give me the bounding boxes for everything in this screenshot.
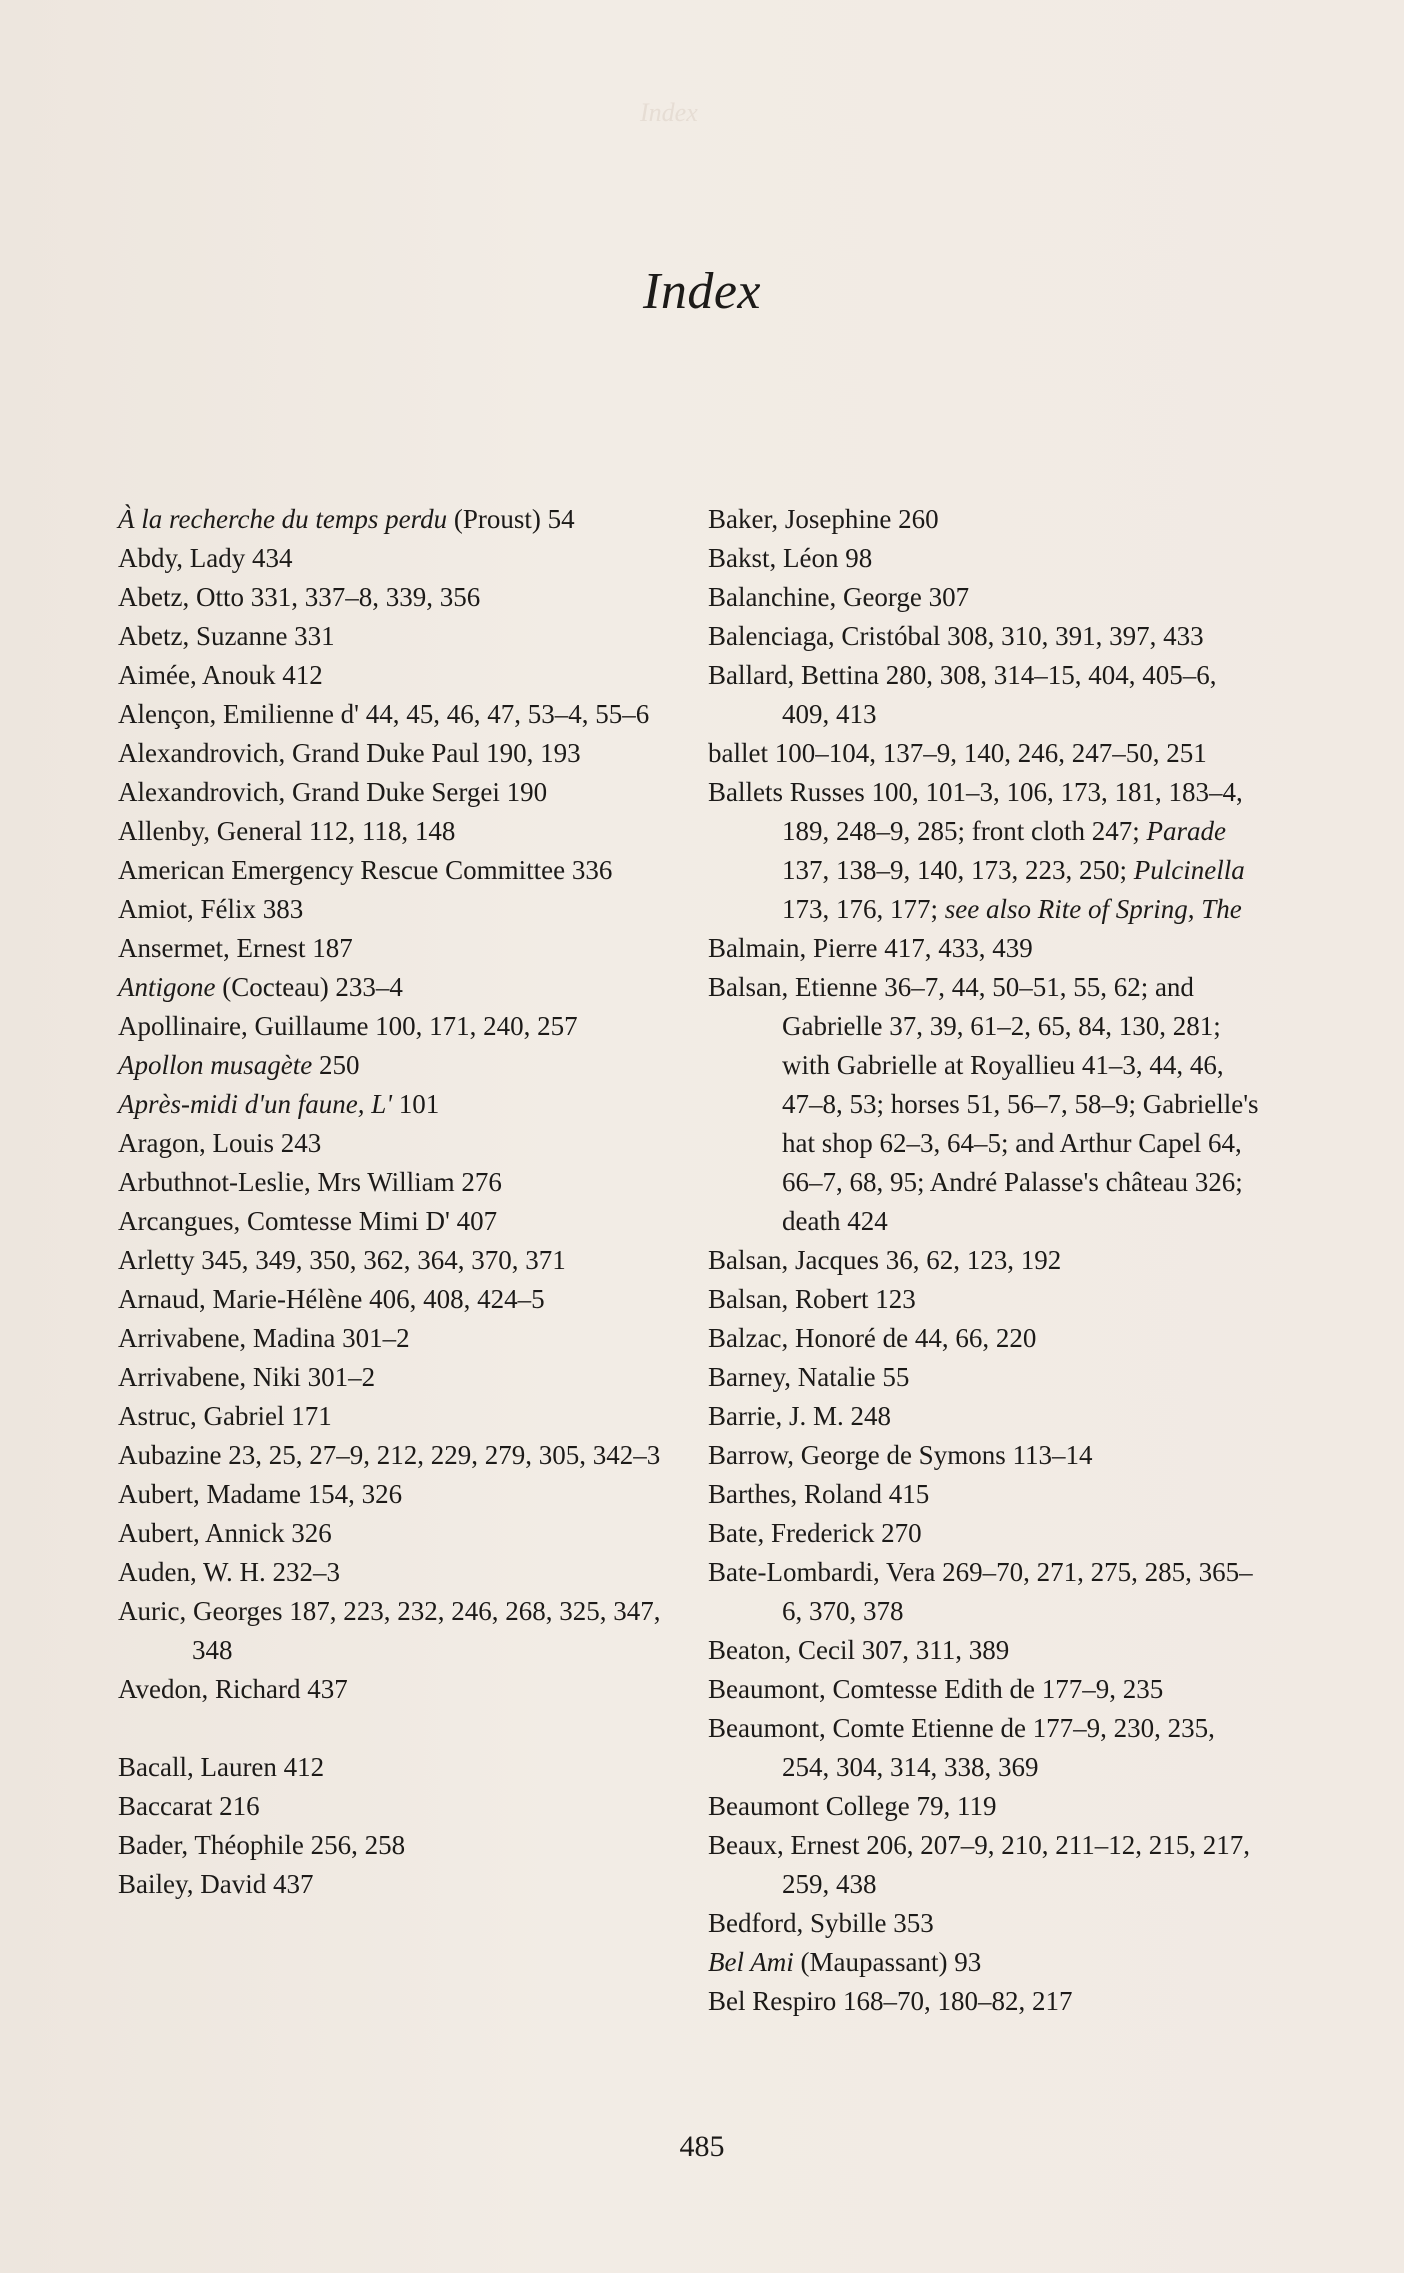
entry-text: Arletty 345, 349, 350, 362, 364, 370, 371 bbox=[118, 1245, 566, 1275]
index-entry bbox=[708, 578, 1268, 617]
entry-text: Aragon, Louis 243 bbox=[118, 1128, 322, 1158]
entry-text: Barney, Natalie 55 bbox=[708, 1362, 910, 1392]
entry-text: Balmain, Pierre 417, 433, 439 bbox=[708, 933, 1033, 963]
show-through-header: Index bbox=[640, 98, 698, 127]
index-entry bbox=[708, 1631, 1268, 1670]
index-entry bbox=[118, 500, 678, 539]
entry-text: Astruc, Gabriel 171 bbox=[118, 1401, 332, 1431]
index-entry bbox=[118, 578, 678, 617]
entry-title-italic: Parade bbox=[1146, 816, 1226, 846]
index-entry bbox=[708, 539, 1268, 578]
index-entry bbox=[118, 656, 678, 695]
index-entry bbox=[118, 1124, 678, 1163]
entry-text: Ballard, Bettina 280, 308, 314–15, 404, 405–6, 409, 413 bbox=[708, 660, 1217, 729]
entry-text: Balenciaga, Cristóbal 308, 310, 391, 397, 433 bbox=[708, 621, 1204, 651]
entry-text: Barrow, George de Symons 113–14 bbox=[708, 1440, 1093, 1470]
entry-text: Ballets Russes 100, 101–3, 106, 173, 181, 183–4, 189, 248–9, 285; front cloth 247; bbox=[708, 777, 1243, 846]
entry-text: Baccarat 216 bbox=[118, 1791, 260, 1821]
index-entry bbox=[118, 1241, 678, 1280]
entry-text: Avedon, Richard 437 bbox=[118, 1674, 348, 1704]
entry-text: American Emergency Rescue Committee 336 bbox=[118, 855, 613, 885]
entry-text: Balsan, Etienne 36–7, 44, 50–51, 55, 62; and Gabrielle 37, 39, 61–2, 65, 84, 130, 281; with Gabrielle at Royallieu 41–3, 44, 46, 47–8, 53; horses 51, 56–7, 58–9; Gabrielle's hat shop 62–3, 64–5; and Arthur Capel 64, 66–7, 68, 95; André Palasse's château 326; death 424 bbox=[708, 972, 1259, 1236]
entry-text: 137, 138–9, 140, 173, 223, 250; bbox=[782, 855, 1134, 885]
index-entry bbox=[118, 617, 678, 656]
index-entry bbox=[118, 539, 678, 578]
index-entry bbox=[118, 1514, 678, 1553]
index-entry bbox=[118, 1163, 678, 1202]
entry-text: Beaumont, Comtesse Edith de 177–9, 235 bbox=[708, 1674, 1164, 1704]
entry-text: Aubazine 23, 25, 27–9, 212, 229, 279, 305, 342–3 bbox=[118, 1440, 661, 1470]
index-entry bbox=[118, 1319, 678, 1358]
index-entry bbox=[708, 1709, 1268, 1787]
entry-text: Beaux, Ernest 206, 207–9, 210, 211–12, 215, 217, 259, 438 bbox=[708, 1830, 1250, 1899]
index-entry bbox=[118, 929, 678, 968]
entry-text: (Maupassant) 93 bbox=[793, 1947, 982, 1977]
index-entry bbox=[118, 1358, 678, 1397]
index-entry bbox=[118, 1085, 678, 1124]
entry-text: Beaumont, Comte Etienne de 177–9, 230, 235, 254, 304, 314, 338, 369 bbox=[708, 1713, 1215, 1782]
index-entry bbox=[118, 695, 678, 734]
entry-title-italic: À la recherche du temps perdu bbox=[118, 504, 448, 534]
index-entry bbox=[118, 1007, 678, 1046]
index-entry bbox=[118, 1202, 678, 1241]
index-entry bbox=[118, 734, 678, 773]
index-entry bbox=[118, 968, 678, 1007]
index-entry bbox=[708, 1904, 1268, 1943]
entry-title-italic: see also Rite of Spring, The bbox=[944, 894, 1242, 924]
entry-text: (Proust) 54 bbox=[447, 504, 575, 534]
entry-text: Arrivabene, Niki 301–2 bbox=[118, 1362, 376, 1392]
index-entry bbox=[118, 1553, 678, 1592]
entry-text: Arbuthnot-Leslie, Mrs William 276 bbox=[118, 1167, 502, 1197]
entry-text: Balanchine, George 307 bbox=[708, 582, 970, 612]
entry-text: Bader, Théophile 256, 258 bbox=[118, 1830, 406, 1860]
entry-text: Alençon, Emilienne d' 44, 45, 46, 47, 53–4, 55–6 bbox=[118, 699, 650, 729]
index-entry bbox=[708, 1436, 1268, 1475]
index-entry bbox=[708, 1514, 1268, 1553]
entry-title-italic: Pulcinella bbox=[1133, 855, 1245, 885]
index-entry bbox=[118, 1397, 678, 1436]
index-entry bbox=[708, 1982, 1268, 2021]
index-entry bbox=[118, 1826, 678, 1865]
entry-text: Abetz, Suzanne 331 bbox=[118, 621, 335, 651]
entry-text: Ansermet, Ernest 187 bbox=[118, 933, 353, 963]
entry-text: Bailey, David 437 bbox=[118, 1869, 314, 1899]
entry-text: ballet 100–104, 137–9, 140, 246, 247–50, 251 bbox=[708, 738, 1207, 768]
entry-text: Auric, Georges 187, 223, 232, 246, 268, 325, 347, 348 bbox=[118, 1596, 661, 1665]
index-entry bbox=[118, 1670, 678, 1709]
entry-text: Balsan, Robert 123 bbox=[708, 1284, 916, 1314]
entry-text: Alexandrovich, Grand Duke Paul 190, 193 bbox=[118, 738, 581, 768]
index-entry bbox=[118, 890, 678, 929]
entry-text: Arcangues, Comtesse Mimi D' 407 bbox=[118, 1206, 498, 1236]
index-entry bbox=[118, 851, 678, 890]
entry-text: Auden, W. H. 232–3 bbox=[118, 1557, 340, 1587]
index-entry bbox=[708, 1826, 1268, 1904]
entry-text: (Cocteau) 233–4 bbox=[215, 972, 403, 1002]
index-entry bbox=[708, 1280, 1268, 1319]
entry-text: Abetz, Otto 331, 337–8, 339, 356 bbox=[118, 582, 481, 612]
index-entry bbox=[708, 500, 1268, 539]
page-title: Index bbox=[643, 263, 761, 320]
letter-group-spacer bbox=[118, 1709, 678, 1748]
index-entry bbox=[708, 617, 1268, 656]
index-entry bbox=[708, 968, 1268, 1241]
index-entry bbox=[118, 1865, 678, 1904]
entry-text: Baker, Josephine 260 bbox=[708, 504, 939, 534]
entry-text: 101 bbox=[392, 1089, 440, 1119]
entry-text: Amiot, Félix 383 bbox=[118, 894, 304, 924]
index-entry bbox=[708, 1241, 1268, 1280]
entry-text: Aimée, Anouk 412 bbox=[118, 660, 323, 690]
entry-text: Bate-Lombardi, Vera 269–70, 271, 275, 285, 365–6, 370, 378 bbox=[708, 1557, 1253, 1626]
index-entry bbox=[708, 929, 1268, 968]
entry-text: Bedford, Sybille 353 bbox=[708, 1908, 934, 1938]
entry-text: Arnaud, Marie-Hélène 406, 408, 424–5 bbox=[118, 1284, 545, 1314]
index-entry bbox=[118, 1280, 678, 1319]
entry-text: Alexandrovich, Grand Duke Sergei 190 bbox=[118, 777, 548, 807]
entry-text: Barrie, J. M. 248 bbox=[708, 1401, 891, 1431]
entry-text: Aubert, Annick 326 bbox=[118, 1518, 332, 1548]
index-entry bbox=[708, 1670, 1268, 1709]
entry-text: Allenby, General 112, 118, 148 bbox=[118, 816, 456, 846]
index-entry bbox=[708, 1475, 1268, 1514]
entry-title-italic: Après-midi d'un faune, L' bbox=[118, 1089, 393, 1119]
entry-text: Barthes, Roland 415 bbox=[708, 1479, 930, 1509]
index-entry bbox=[118, 1748, 678, 1787]
entry-text: Beaumont College 79, 119 bbox=[708, 1791, 997, 1821]
entry-text: Aubert, Madame 154, 326 bbox=[118, 1479, 403, 1509]
entry-text: Abdy, Lady 434 bbox=[118, 543, 293, 573]
index-entry bbox=[118, 1436, 678, 1475]
index-entry bbox=[708, 734, 1268, 773]
index-entry bbox=[118, 1787, 678, 1826]
entry-text: Bate, Frederick 270 bbox=[708, 1518, 922, 1548]
entry-text: Balsan, Jacques 36, 62, 123, 192 bbox=[708, 1245, 1062, 1275]
entry-text: 250 bbox=[312, 1050, 360, 1080]
entry-text: Bakst, Léon 98 bbox=[708, 543, 873, 573]
index-entry bbox=[708, 1787, 1268, 1826]
entry-text: Balzac, Honoré de 44, 66, 220 bbox=[708, 1323, 1037, 1353]
entry-title-italic: Antigone bbox=[118, 972, 216, 1002]
entry-text: Apollinaire, Guillaume 100, 171, 240, 257 bbox=[118, 1011, 578, 1041]
index-entry bbox=[118, 1046, 678, 1085]
index-entry bbox=[708, 1319, 1268, 1358]
index-entry bbox=[708, 1943, 1268, 1982]
index-entry bbox=[118, 773, 678, 812]
entry-text: 173, 176, 177; bbox=[782, 894, 945, 924]
index-entry bbox=[708, 1397, 1268, 1436]
entry-title-italic: Apollon musagète bbox=[118, 1050, 313, 1080]
index-entry bbox=[118, 812, 678, 851]
index-entry bbox=[118, 1592, 678, 1670]
page-number: 485 bbox=[679, 2130, 725, 2163]
entry-title-italic: Bel Ami bbox=[708, 1947, 794, 1977]
index-entry bbox=[708, 1358, 1268, 1397]
index-entry bbox=[708, 1553, 1268, 1631]
index-entry bbox=[118, 1475, 678, 1514]
entry-text: Beaton, Cecil 307, 311, 389 bbox=[708, 1635, 1010, 1665]
entry-text: Bacall, Lauren 412 bbox=[118, 1752, 325, 1782]
entry-text: Arrivabene, Madina 301–2 bbox=[118, 1323, 410, 1353]
index-column-left bbox=[118, 500, 678, 1904]
index-column-right bbox=[708, 500, 1268, 2021]
index-entry bbox=[708, 773, 1268, 929]
index-entry bbox=[708, 656, 1268, 734]
entry-text: Bel Respiro 168–70, 180–82, 217 bbox=[708, 1986, 1073, 2016]
